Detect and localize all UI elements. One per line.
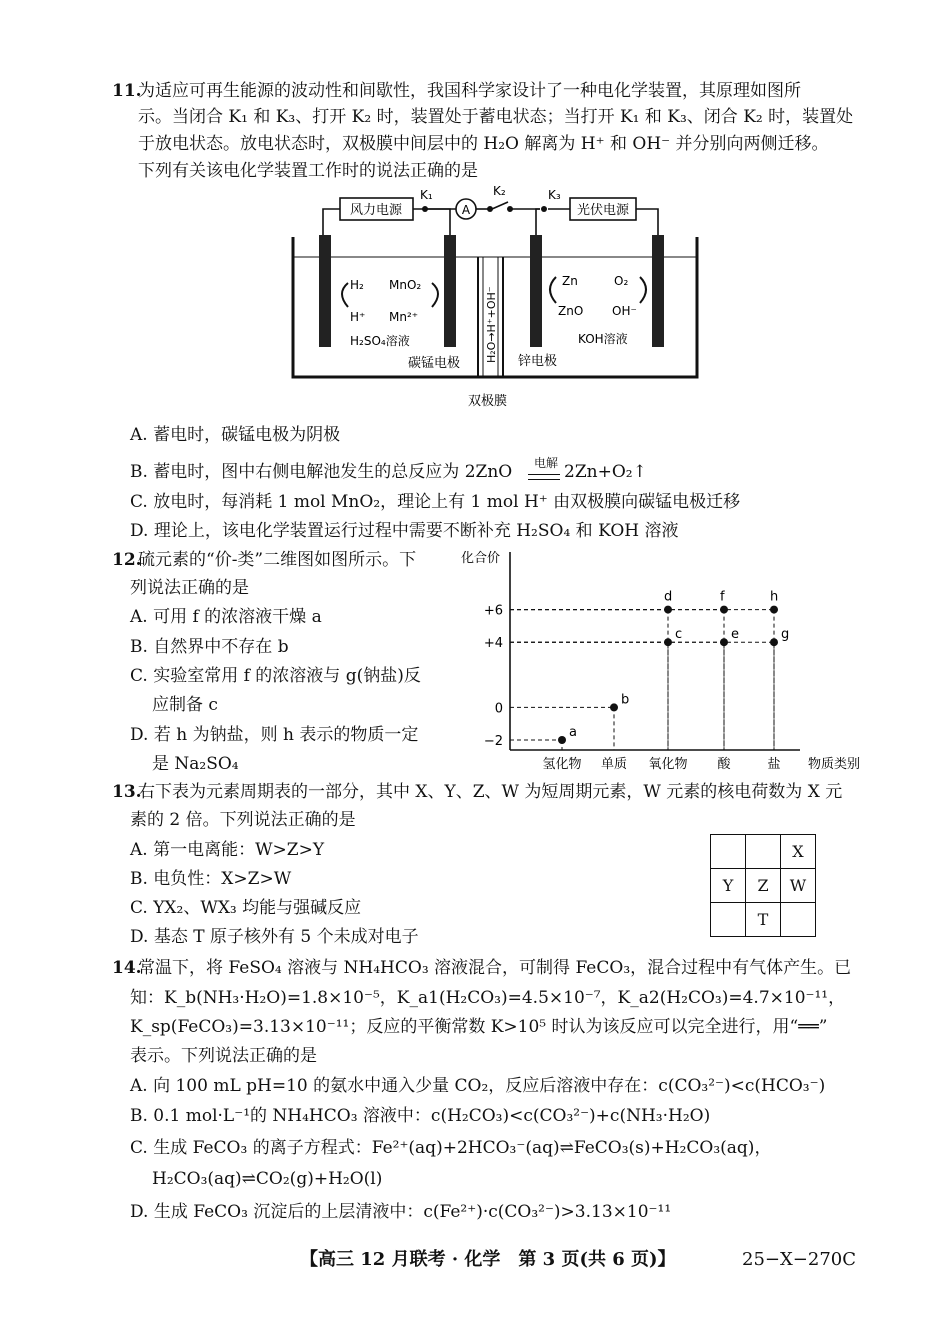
point-label-a: a xyxy=(569,725,577,740)
k1-label: K₁ xyxy=(420,188,433,202)
right-zn-label: Zn xyxy=(562,274,578,288)
q13-option-b: B. 电负性：X>Z>W xyxy=(130,869,292,889)
q14-stem-line-3: K_sp(FeCO₃)=3.13×10⁻¹¹；反应的平衡常数 K>10⁵ 时认为该反应可以完全进行，用“══” xyxy=(130,1017,828,1037)
x-category-label: 盐 xyxy=(767,757,781,770)
point-label-d: d xyxy=(664,589,673,605)
element-x-cell: X xyxy=(781,835,816,869)
svg-text:A: A xyxy=(461,203,471,217)
q11-option-b: B. 蓄电时，图中右侧电解池发生的总反应为 2ZnO xyxy=(130,462,513,482)
q11-option-b-product: 2Zn+O₂↑ xyxy=(564,462,647,482)
left-h2-label: H₂ xyxy=(350,278,364,292)
q14-option-c-cont: H₂CO₃(aq)⇌CO₂(g)+H₂O(l) xyxy=(152,1169,383,1189)
table-cell xyxy=(781,903,816,937)
table-cell xyxy=(746,835,781,869)
solar-source-label: 光伏电源 xyxy=(576,203,630,218)
x-category-label: 酸 xyxy=(717,757,731,770)
q14-option-a: A. 向 100 mL pH=10 的氨水中通入少量 CO₂，反应后溶液中存在：c(CO₃²⁻)<c(HCO₃⁻) xyxy=(130,1076,826,1096)
point-label-e: e xyxy=(731,627,739,643)
y-axis-label: 化合价 xyxy=(461,551,501,566)
periodic-table-fragment xyxy=(710,834,816,937)
element-z-cell: Z xyxy=(746,869,781,903)
y-tick-label: +6 xyxy=(483,603,503,619)
carbon-manganese-electrode xyxy=(444,235,456,347)
zinc-electrode-label: 锌电极 xyxy=(518,354,558,369)
left-electrode xyxy=(319,235,331,347)
x-category-label: 氢化物 xyxy=(542,757,582,770)
left-hplus-label: H⁺ xyxy=(350,310,366,324)
zinc-electrode-rod xyxy=(530,235,542,347)
left-mn2-label: Mn²⁺ xyxy=(389,310,419,324)
y-tick-label: +4 xyxy=(483,636,503,652)
right-o2-label: O₂ xyxy=(614,274,629,288)
y-tick-label: −2 xyxy=(483,734,503,749)
q12-stem-line-2: 列说法正确的是 xyxy=(130,578,249,598)
right-oh-label: OH⁻ xyxy=(612,304,637,318)
membrane-flow-label: H₂O→H⁺+OH⁻ xyxy=(485,286,498,363)
q13-option-d: D. 基态 T 原子核外有 5 个未成对电子 xyxy=(130,927,419,947)
point-label-g: g xyxy=(781,627,790,643)
right-solution-label: KOH溶液 xyxy=(578,332,628,346)
x-category-label: 氧化物 xyxy=(648,757,688,770)
right-electrode xyxy=(652,235,664,347)
page-footer-code: 25−X−270C xyxy=(742,1249,857,1270)
element-y-cell: Y xyxy=(711,869,746,903)
left-mno2-label: MnO₂ xyxy=(389,278,422,292)
table-cell xyxy=(711,835,746,869)
data-point-a xyxy=(558,736,566,744)
q12-stem-line-1: 硫元素的“价-类”二维图如图所示。下 xyxy=(138,550,417,570)
q13-stem-line-2: 素的 2 倍。下列说法正确的是 xyxy=(130,810,356,830)
left-solution-label: H₂SO₄溶液 xyxy=(350,334,410,348)
element-w-cell: W xyxy=(781,869,816,903)
q12-option-c-cont: 应制备 c xyxy=(152,695,218,715)
q12-option-c: C. 实验室常用 f 的浓溶液与 g(钠盐)反 xyxy=(130,666,421,686)
q11-option-d: D. 理论上，该电化学装置运行过程中需要不断补充 H₂SO₄ 和 KOH 溶液 xyxy=(130,521,679,541)
x-axis-label: 物质类别 xyxy=(808,757,861,770)
point-label-b: b xyxy=(621,692,630,708)
q14-option-d: D. 生成 FeCO₃ 沉淀后的上层清液中：c(Fe²⁺)·c(CO₃²⁻)>3.13×10⁻¹¹ xyxy=(130,1202,672,1222)
q11-stem-line-1: 为适应可再生能源的波动性和间歇性，我国科学家设计了一种电化学装置，其原理如图所 xyxy=(138,81,801,101)
q14-stem-line-2: 知：K_b(NH₃·H₂O)=1.8×10⁻⁵，K_a1(H₂CO₃)=4.5×10⁻⁷，K_a2(H₂CO₃)=4.7×10⁻¹¹， xyxy=(130,988,846,1008)
point-label-h: h xyxy=(770,589,779,605)
q14-option-c: C. 生成 FeCO₃ 的离子方程式：Fe²⁺(aq)+2HCO₃⁻(aq)⇌FeCO₃(s)+H₂CO₃(aq)， xyxy=(130,1138,772,1158)
equals-sign xyxy=(528,474,560,480)
carbon-manganese-label: 碳锰电极 xyxy=(408,356,461,371)
k2-label: K₂ xyxy=(493,185,506,198)
element-t-cell: T xyxy=(746,903,781,937)
y-tick-label: 0 xyxy=(494,701,503,717)
q13-option-c: C. YX₂、WX₃ 均能与强碱反应 xyxy=(130,898,362,918)
q11-stem-line-4: 下列有关该电化学装置工作时的说法正确的是 xyxy=(138,161,478,181)
table-cell xyxy=(711,903,746,937)
sulfur-valence-class-chart xyxy=(0,540,950,770)
q14-number: 14. xyxy=(112,958,142,978)
wind-source-label: 风力电源 xyxy=(349,203,403,218)
q12-number: 12. xyxy=(112,550,142,570)
q13-number: 13. xyxy=(112,782,142,802)
point-label-f: f xyxy=(720,589,725,605)
right-zno-label: ZnO xyxy=(558,304,584,318)
electrochemical-device-diagram xyxy=(0,185,950,415)
q11-number: 11. xyxy=(112,81,142,101)
q13-option-a: A. 第一电离能：W>Z>Y xyxy=(130,840,325,860)
data-point-h xyxy=(770,606,778,614)
q11-option-a: A. 蓄电时，碳锰电极为阴极 xyxy=(130,425,341,445)
q11-stem-line-3: 于放电状态。放电状态时，双极膜中间层中的 H₂O 解离为 H⁺ 和 OH⁻ 并分别向两侧迁移。 xyxy=(138,134,829,154)
bipolar-membrane-label: 双极膜 xyxy=(468,394,508,409)
q12-option-d-cont: 是 Na₂SO₄ xyxy=(152,754,239,774)
q14-option-b: B. 0.1 mol·L⁻¹的 NH₄HCO₃ 溶液中：c(H₂CO₃)<c(CO₃²⁻)+c(NH₃·H₂O) xyxy=(130,1106,711,1126)
q12-option-d: D. 若 h 为钠盐，则 h 表示的物质一定 xyxy=(130,725,419,745)
data-point-b xyxy=(610,703,618,711)
q12-option-a: A. 可用 f 的浓溶液干燥 a xyxy=(130,607,322,627)
q11-option-c: C. 放电时，每消耗 1 mol MnO₂，理论上有 1 mol H⁺ 由双极膜向碳锰电极迁移 xyxy=(130,492,741,512)
x-category-label: 单质 xyxy=(600,757,628,770)
q11-stem-line-2: 示。当闭合 K₁ 和 K₃、打开 K₂ 时，装置处于蓄电状态；当打开 K₁ 和 K₃、闭合 K₂ 时，装置处 xyxy=(138,107,854,127)
q14-stem-line-4: 表示。下列说法正确的是 xyxy=(130,1046,317,1066)
page-footer-title: 【高三 12 月联考 · 化学 第 3 页(共 6 页)】 xyxy=(300,1249,676,1270)
q13-stem-line-1: 右下表为元素周期表的一部分，其中 X、Y、Z、W 为短周期元素，W 元素的核电荷数为 X 元 xyxy=(138,782,843,802)
q11-option-b-condition: 电解 xyxy=(534,456,559,470)
point-label-c: c xyxy=(675,627,683,643)
k3-label: K₃ xyxy=(548,188,561,202)
q12-option-b: B. 自然界中不存在 b xyxy=(130,637,289,657)
q14-stem-line-1: 常温下，将 FeSO₄ 溶液与 NH₄HCO₃ 溶液混合，可制得 FeCO₃，混合过程中有气体产生。已 xyxy=(138,958,852,978)
